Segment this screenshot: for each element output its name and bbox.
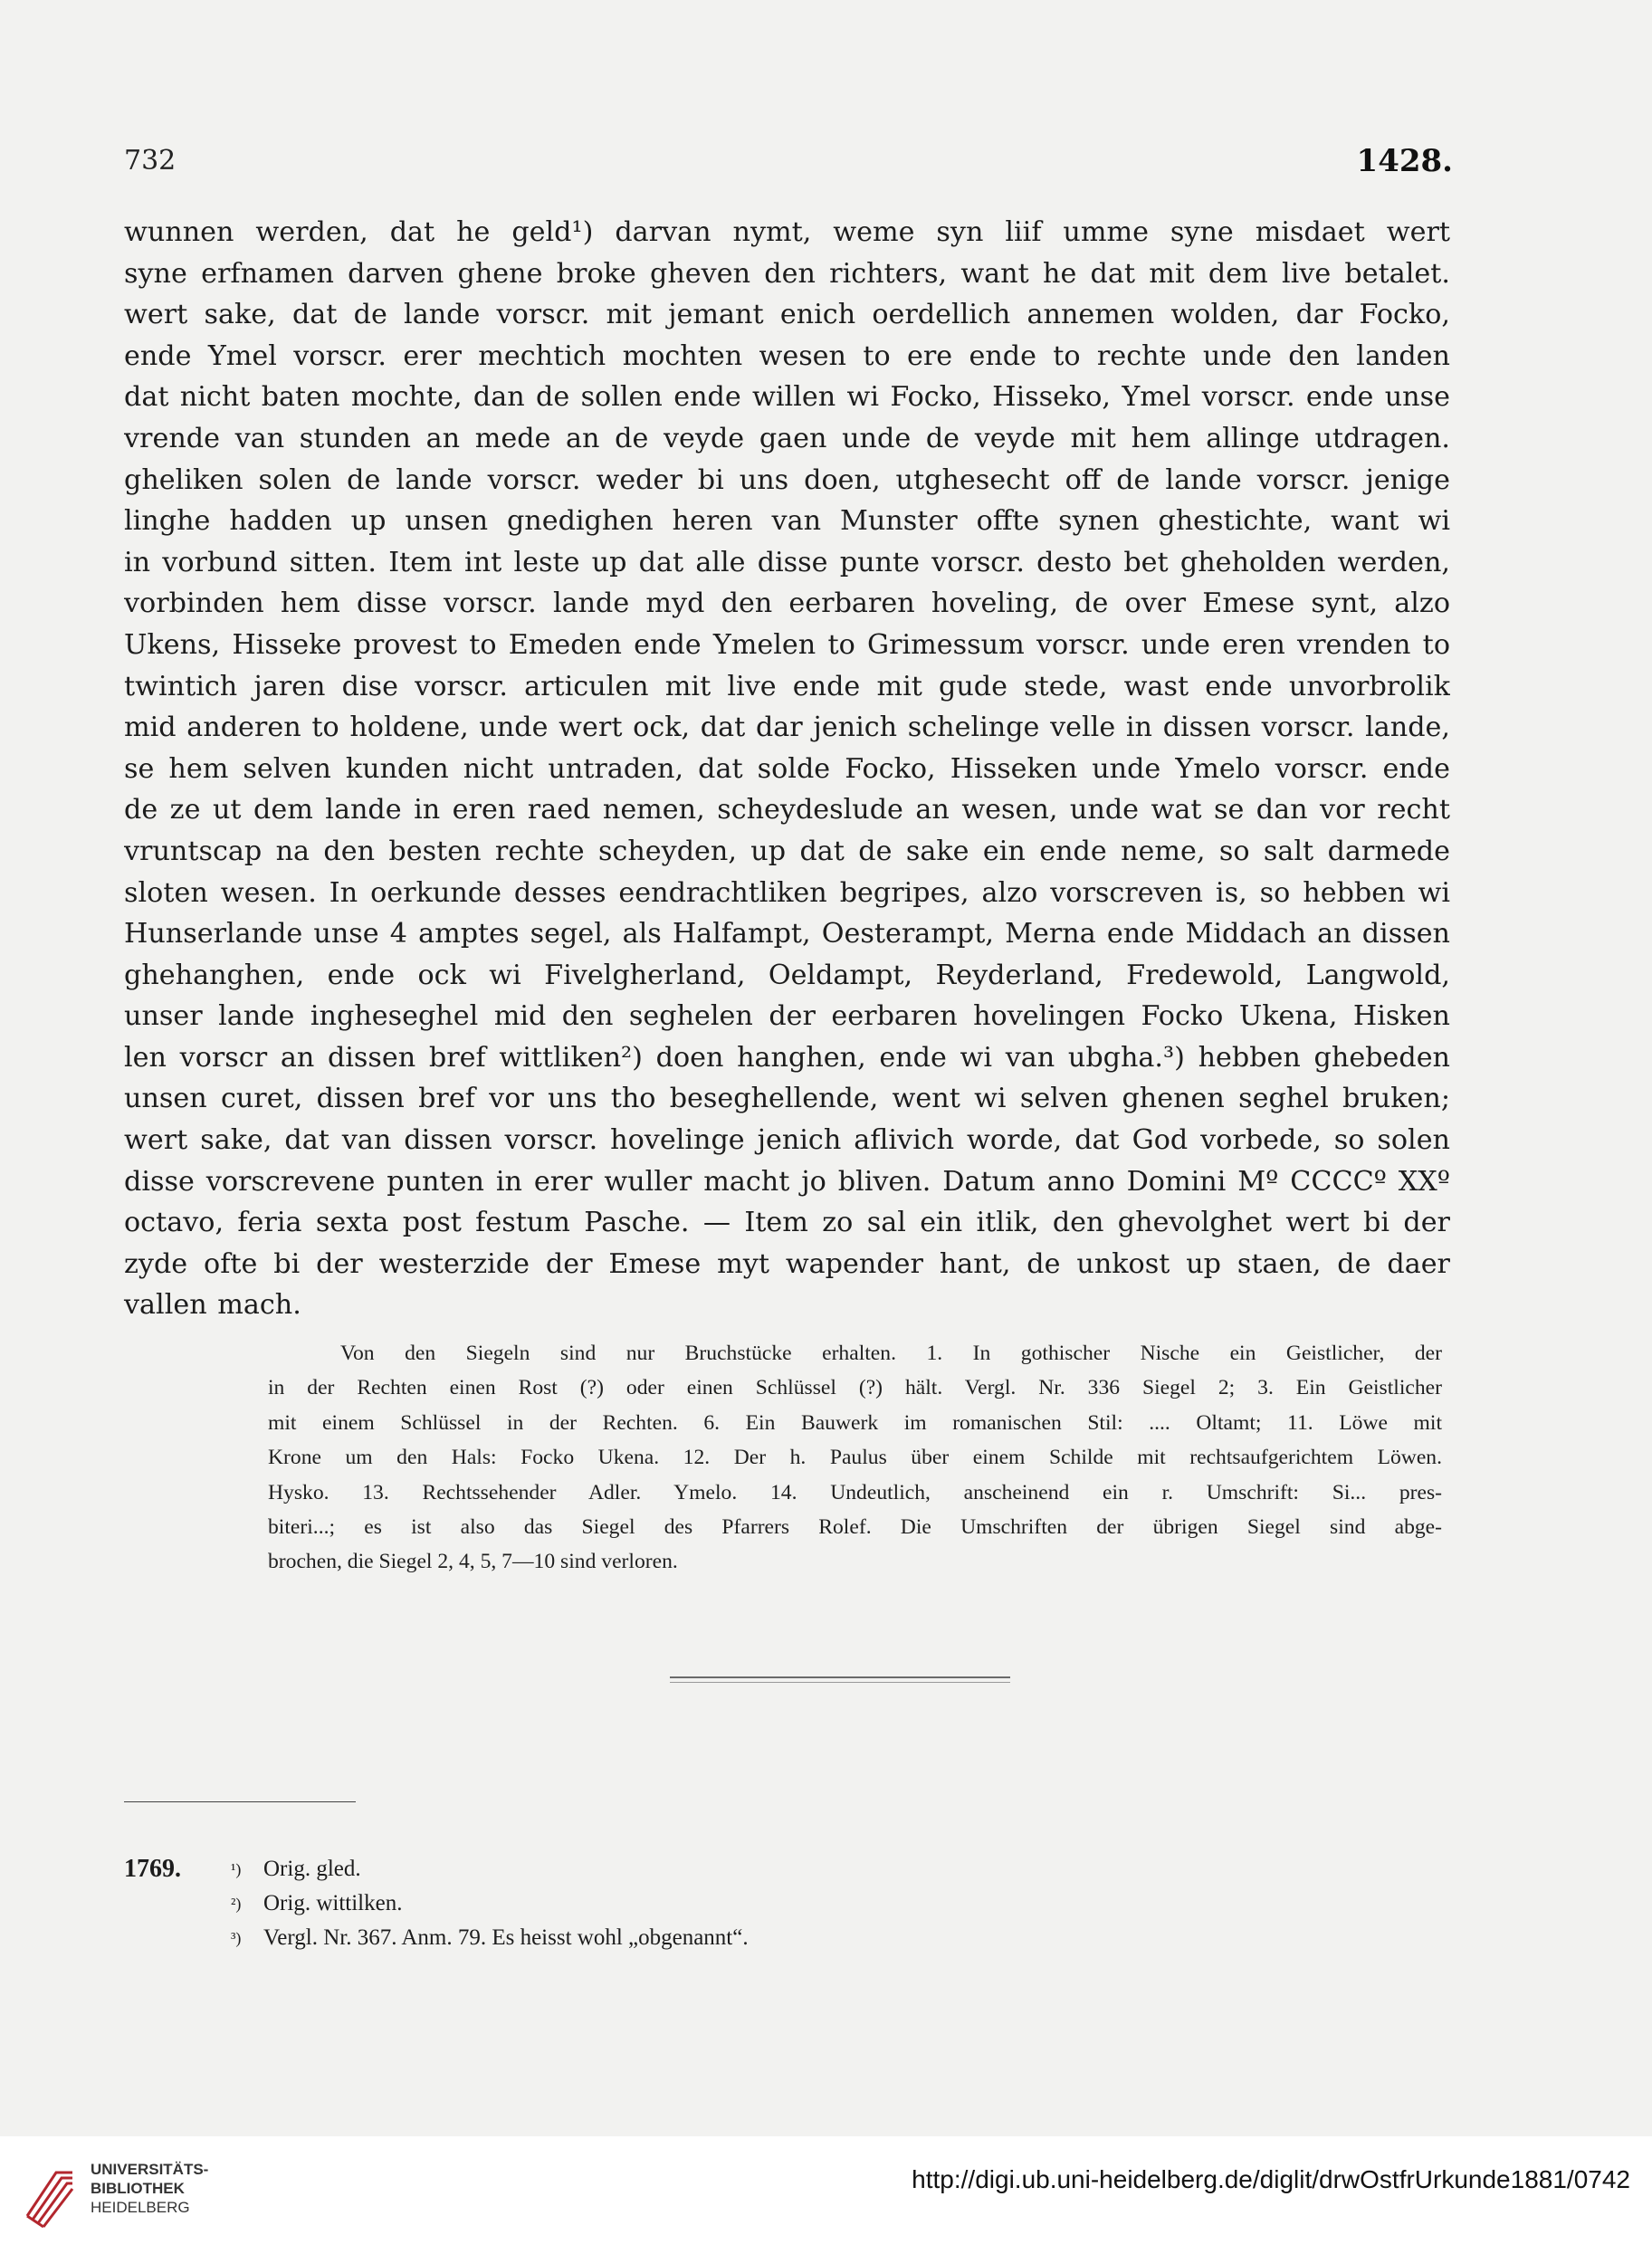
library-name-line: HEIDELBERG [91,2199,190,2216]
note-line: Von den Siegeln sind nur Bruchstücke erhalten. 1. In gothischer Nische ein Geistlicher, der [340,1342,1442,1365]
note-line: Krone um den Hals: Focko Ukena. 12. Der h. Paulus über einem Schilde mit rechtsaufgerichtem Löwen. [268,1446,1442,1470]
library-name-line: UNIVERSITÄTS- [91,2161,209,2178]
library-name [91,2160,208,2217]
document-number: 1769. [124,1855,181,1883]
text-line: in vorbund sitten. Item int leste up dat alle disse punte vorscr. desto bet gheholden werden, [124,546,1450,578]
note-line: biteri...; es ist also das Siegel des Pfarrers Rolef. Die Umschriften der übrigen Siegel sind abge- [268,1514,1442,1539]
text-line: zyde ofte bi der westerzide der Emese myt wapender hant, de unkost up staen, de daer [124,1247,1450,1280]
footnote-text: Orig. gled. [263,1857,361,1881]
text-line: Ukens, Hisseke provest to Emeden ende Ymelen to Grimessum vorscr. unde eren vrenden to [124,628,1450,661]
section-separator [670,1676,1010,1683]
footnote-mark: ³) [231,1929,242,1947]
text-line: gheliken solen de lande vorscr. weder bi uns doen, utghesecht off de lande vorscr. jenige [124,463,1450,496]
text-line: octavo, feria sexta post festum Pasche. — Item zo sal ein itlik, den ghevolghet wert bi der [124,1207,1450,1239]
library-name-line: BIBLIOTHEK [91,2180,185,2197]
note-line: Hysko. 13. Rechtssehender Adler. Ymelo. 14. Undeutlich, anscheinend ein r. Umschrift: Si... pres- [268,1480,1442,1504]
note-line: brochen, die Siegel 2, 4, 5, 7—10 sind verloren. [268,1550,678,1574]
text-line: twintich jaren dise vorscr. articulen mit live ende mit gude stede, wast ende unvorbrolik [124,670,1450,702]
running-head-year: 1428. [1356,143,1453,179]
text-line: vorbinden hem disse vorscr. lande myd den eerbaren hoveling, de over Emese synt, alzo [124,587,1450,620]
footnote [231,1852,361,1886]
text-line: dat nicht baten mochte, dan de sollen ende willen wi Focko, Hisseko, Ymel vorscr. ende unse [124,381,1450,414]
text-line: mid anderen to holdene, unde wert ock, dat dar jenich schelinge velle in dissen vorscr. lande, [124,712,1450,744]
text-line: sloten wesen. In oerkunde desses eendrachtliken begripes, alzo vorscreven is, so hebben wi [124,876,1450,909]
text-line: wert sake, dat de lande vorscr. mit jemant enich oerdellich annemen wolden, dar Focko, [124,299,1450,331]
footnote-rule [124,1801,356,1802]
text-line: vruntscap na den besten rechte scheyden, up dat de sake ein ende neme, so salt darmede [124,835,1450,867]
footnote-mark: ¹) [231,1860,242,1878]
text-line: ende Ymel vorscr. erer mechtich mochten wesen to ere ende to rechte unde den landen [124,339,1450,372]
text-line: disse vorscrevene punten in erer wuller macht jo bliven. Datum anno Domini Mº CCCCº XXº [124,1165,1450,1198]
permalink-url[interactable]: http://digi.ub.uni-heidelberg.de/diglit/drwOstfrUrkunde1881/0742 [912,2165,1630,2193]
footnote [231,1886,402,1921]
text-line: vallen mach. [124,1289,301,1322]
text-line: wunnen werden, dat he geld¹) darvan nymt, weme syn liif umme syne misdaet wert [124,216,1450,248]
note-line: mit einem Schlüssel in der Rechten. 6. Ein Bauwerk im romanischen Stil: .... Oltamt; 11. Löwe mit [268,1410,1442,1435]
footnote-text: Vergl. Nr. 367. Anm. 79. Es heisst wohl „obgenannt“. [263,1925,749,1950]
text-line: ghehanghen, ende ock wi Fivelgherland, Oeldampt, Reyderland, Fredewold, Langwold, [124,959,1450,991]
text-line: wert sake, dat van dissen vorscr. hovelinge jenich aflivich worde, dat God vorbede, so solen [124,1124,1450,1157]
text-line: se hem selven kunden nicht untraden, dat solde Focko, Hisseken unde Ymelo vorscr. ende [124,752,1450,785]
page-number: 732 [124,145,177,177]
text-line: syne erfnamen darven ghene broke gheven den richters, want he dat mit dem live betalet. [124,257,1450,290]
viewer-footer [0,2136,1652,2254]
footnote-mark: ²) [231,1895,242,1913]
text-line: unsen curet, dissen bref vor uns tho beseghellende, went wi selven ghenen seghel bruken; [124,1083,1450,1115]
text-line: de ze ut dem lande in eren raed nemen, scheydeslude an wesen, unde wat se dan vor recht [124,794,1450,826]
seal-description-note [268,1336,1442,1580]
footnote-text: Orig. wittilken. [263,1891,403,1915]
charter-text [124,212,1450,1326]
text-line: Hunserlande unse 4 amptes segel, als Halfampt, Oesterampt, Merna ende Middach an dissen [124,918,1450,950]
text-line: linghe hadden up unsen gnedighen heren van Munster offte synen ghestichte, want wi [124,505,1450,538]
note-line: in der Rechten einen Rost (?) oder einen Schlüssel (?) hält. Vergl. Nr. 336 Siegel 2; 3. Ein Geistlicher [268,1376,1442,1400]
text-line: len vorscr an dissen bref wittliken²) doen hanghen, ende wi van ubgha.³) hebben ghebeden [124,1041,1450,1074]
text-line: vrende van stunden an mede an de veyde gaen unde de veyde mit hem allinge utdragen. [124,422,1450,454]
library-logo-icon [20,2153,80,2232]
text-line: unser lande ingheseghel mid den seghelen der eerbaren hovelingen Focko Ukena, Hisken [124,1000,1450,1033]
footnote [231,1921,749,1955]
